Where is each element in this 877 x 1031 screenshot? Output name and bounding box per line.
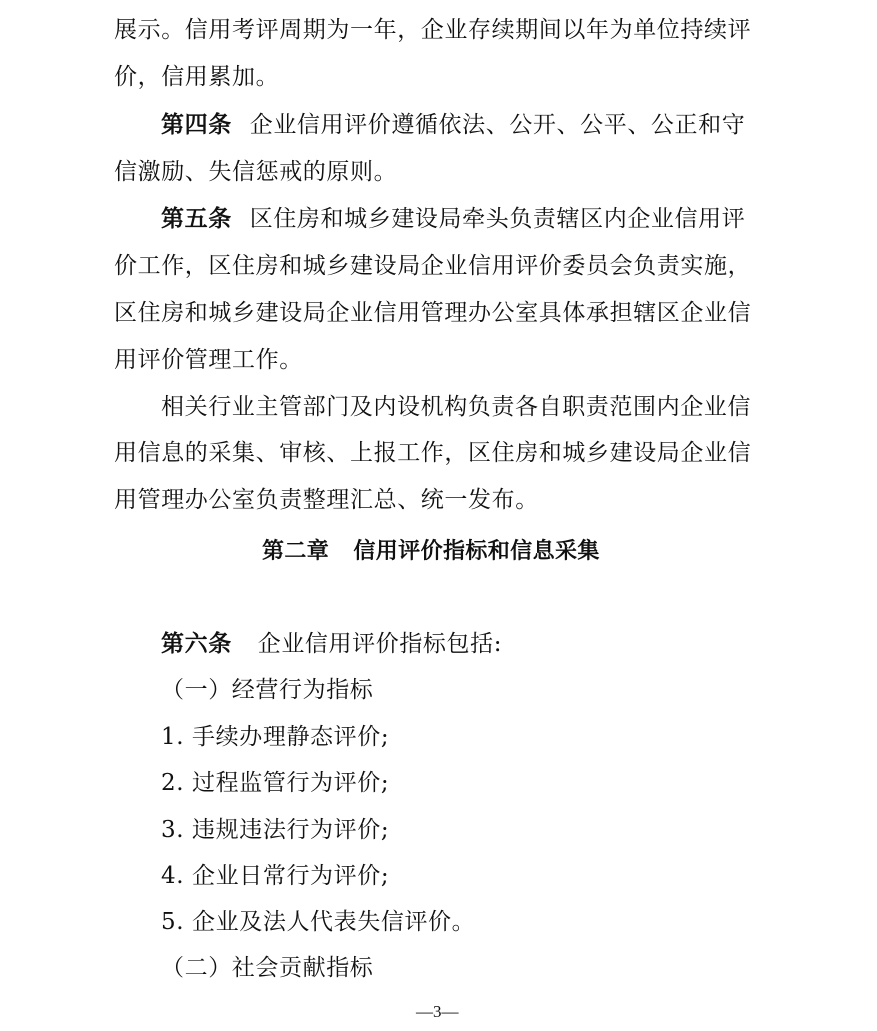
paragraph-line: 价工作，区住房和城乡建设局企业信用评价委员会负责实施， [114,253,752,279]
section-heading: （一）经营行为指标 [161,677,374,703]
chapter-heading: 第二章 信用评价指标和信息采集 [262,539,600,564]
list-item: 4. 企业日常行为评价; [161,863,390,889]
list-item: 5. 企业及法人代表失信评价。 [161,909,476,935]
article-4-text: 企业信用评价遵循依法、公开、公平、公正和守 [249,112,746,138]
paragraph-line: 用评价管理工作。 [114,347,303,373]
article-6-line [161,629,502,659]
article-5-line-1 [161,204,745,234]
article-5-title: 第五条 [161,206,232,232]
article-4-title: 第四条 [161,112,232,138]
paragraph-line: 价，信用累加。 [114,64,280,90]
paragraph-line: 相关行业主管部门及内设机构负责各自职责范围内企业信 [161,394,751,420]
paragraph-line: 用管理办公室负责整理汇总、统一发布。 [114,487,539,513]
article-4-line-1 [161,110,745,140]
paragraph-line: 用信息的采集、审核、上报工作，区住房和城乡建设局企业信 [114,440,752,466]
list-item: 2. 过程监管行为评价; [161,770,390,796]
paragraph-line: 展示。信用考评周期为一年，企业存续期间以年为单位持续评 [114,17,752,43]
page-number: —3— [416,1002,459,1021]
section-heading: （二）社会贡献指标 [161,955,374,981]
paragraph-line: 信激励、失信惩戒的原则。 [114,159,398,185]
list-item: 1. 手续办理静态评价; [161,724,390,750]
paragraph-line: 区住房和城乡建设局企业信用管理办公室具体承担辖区企业信 [114,300,752,326]
article-6-text: 企业信用评价指标包括: [257,631,503,657]
article-5-text: 区住房和城乡建设局牵头负责辖区内企业信用评 [249,206,746,232]
list-item: 3. 违规违法行为评价; [161,817,390,843]
article-6-title: 第六条 [161,631,232,657]
